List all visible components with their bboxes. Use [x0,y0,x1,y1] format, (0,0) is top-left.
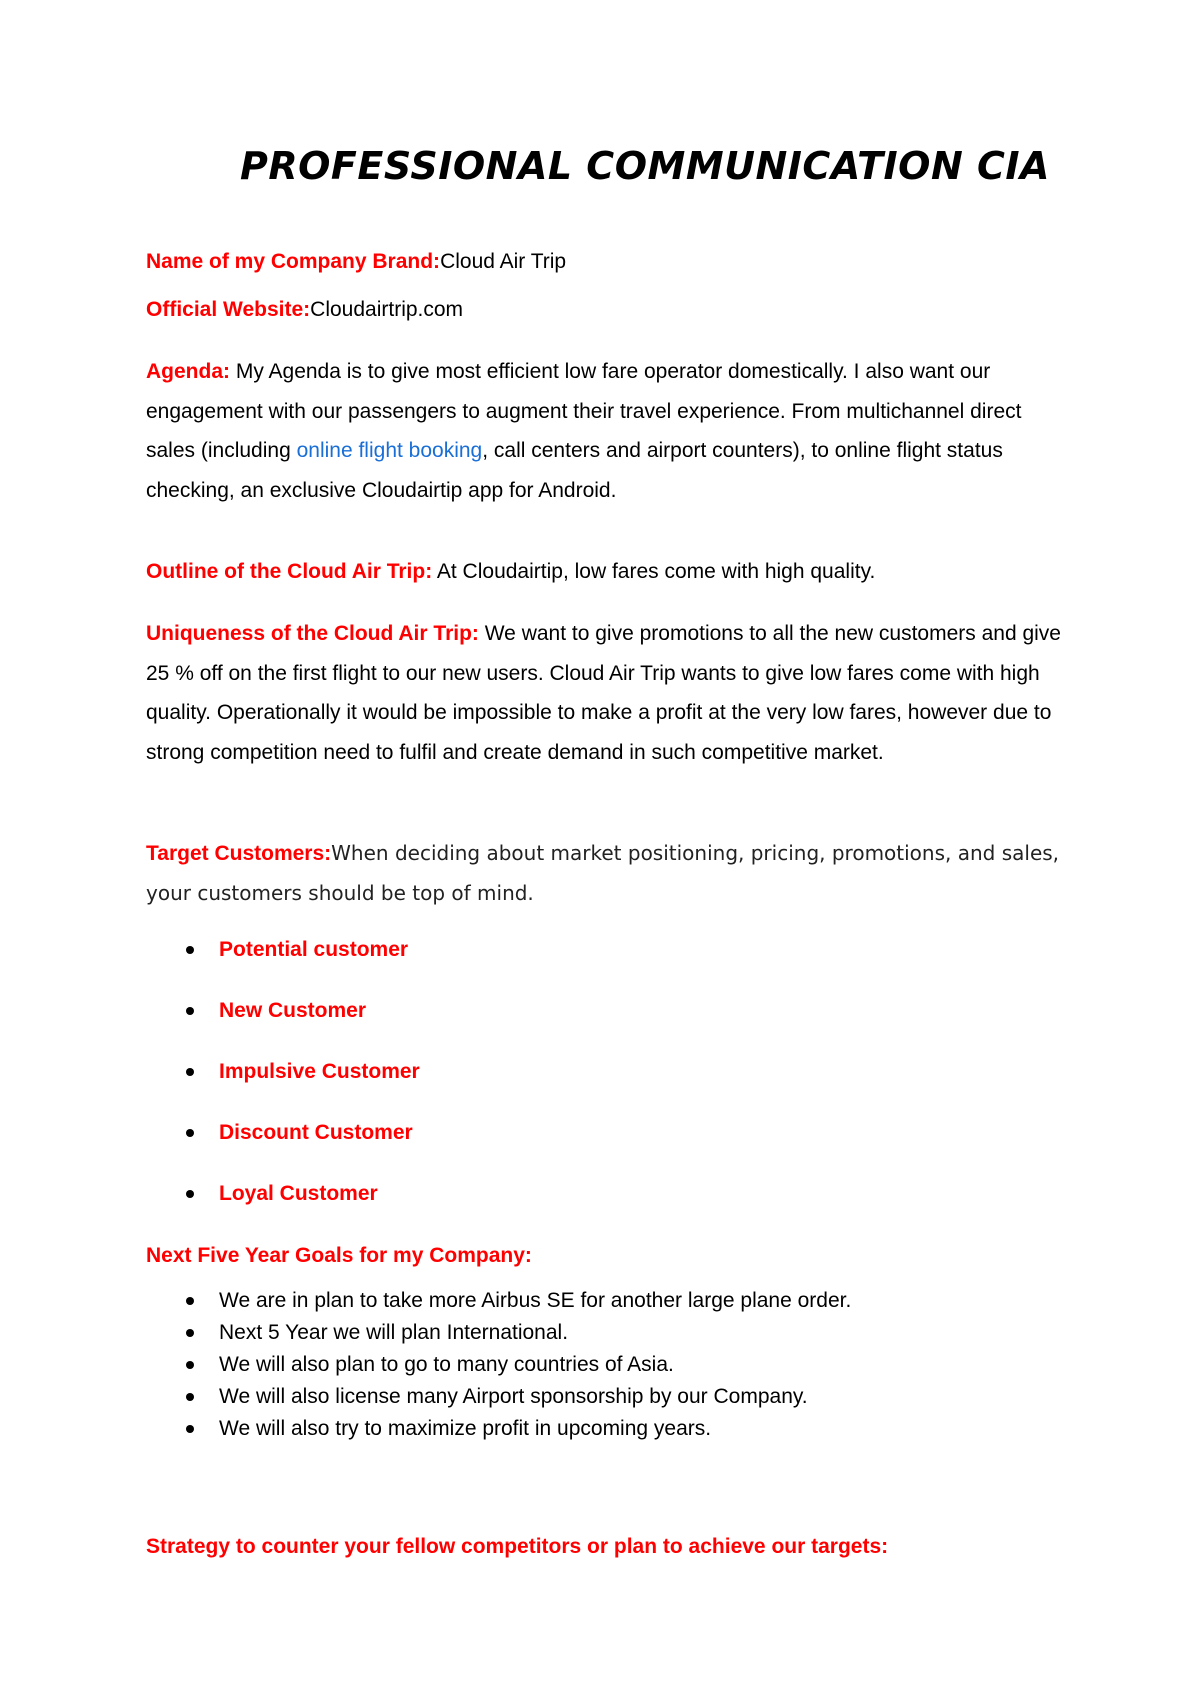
list-item [146,1178,1076,1239]
bullet-icon [186,1297,194,1305]
customer-type-label: Impulsive Customer [219,1060,420,1083]
customer-type-label: New Customer [219,999,367,1022]
list-item [146,1285,1076,1317]
target-customers-text: When deciding about market positioning, pricing, promotions, and sales, your customers should be top of mind. [146,841,1060,905]
bullet-icon [186,1190,194,1198]
bullet-icon [186,1068,194,1076]
brand-line [146,242,1076,282]
website-label: Official Website: [146,298,311,321]
bullet-icon [186,1329,194,1337]
goals-label: Next Five Year Goals for my Company: [146,1244,532,1267]
customer-type-label: Potential customer [219,938,409,961]
customer-type-label: Loyal Customer [219,1182,378,1205]
strategy-heading [146,1527,1076,1567]
strategy-label: Strategy to counter your fellow competitors or plan to achieve our targets: [146,1535,889,1558]
bullet-icon [186,1007,194,1015]
document-title: PROFESSIONAL COMMUNICATION CIA [240,144,1050,188]
list-item [146,1381,1076,1413]
bullet-icon [186,1393,194,1401]
outline-label: Outline of the Cloud Air Trip: [146,560,433,583]
bullet-icon [186,1129,194,1137]
list-item [146,1413,1076,1445]
online-flight-booking-link[interactable]: online flight booking [296,439,483,462]
website-line [146,290,1076,330]
website-value: Cloudairtrip.com [310,298,464,321]
goals-list [146,1285,1076,1445]
customer-type-label: Discount Customer [219,1121,413,1144]
list-item [146,934,1076,995]
target-customers-paragraph [146,834,1076,913]
outline-text: At Cloudairtip, low fares come with high quality. [432,560,876,583]
goal-text: We will also plan to go to many countries of Asia. [219,1353,674,1376]
list-item [146,1056,1076,1117]
goal-text: We will also try to maximize profit in upcoming years. [219,1417,712,1440]
goals-heading [146,1236,1076,1276]
bullet-icon [186,1361,194,1369]
list-item [146,1117,1076,1178]
list-item [146,1317,1076,1349]
agenda-label: Agenda: [146,360,230,383]
agenda-text-2: , call centers and airport counters), to online flight status checking, an exclusive Cloudairtip app for Android. [146,439,1003,502]
bullet-icon [186,946,194,954]
list-item [146,995,1076,1056]
agenda-text-1: My Agenda is to give most efficient low fare operator domestically. I also want our engagement with our passengers to augment their travel experience. From multichannel direct sales (including [146,360,1022,462]
goal-text: We are in plan to take more Airbus SE for another large plane order. [219,1289,852,1312]
bullet-icon [186,1425,194,1433]
brand-label: Name of my Company Brand: [146,250,441,273]
uniqueness-text: We want to give promotions to all the new customers and give 25 % off on the first flight to our new users. Cloud Air Trip wants to give low fares come with high quality. Operationally it would be impossible to make a profit at the very low fares, however due to strong competition need to fulfil and create demand in such competitive market. [146,622,1061,764]
brand-value: Cloud Air Trip [440,250,567,273]
goal-text: We will also license many Airport sponsorship by our Company. [219,1385,808,1408]
target-customers-label: Target Customers: [146,842,332,865]
list-item [146,1349,1076,1381]
goal-text: Next 5 Year we will plan International. [219,1321,569,1344]
customer-type-list [146,934,1076,1239]
outline-paragraph [146,552,1076,592]
uniqueness-paragraph [146,614,1076,772]
agenda-paragraph [146,352,1076,510]
uniqueness-label: Uniqueness of the Cloud Air Trip: [146,622,479,645]
